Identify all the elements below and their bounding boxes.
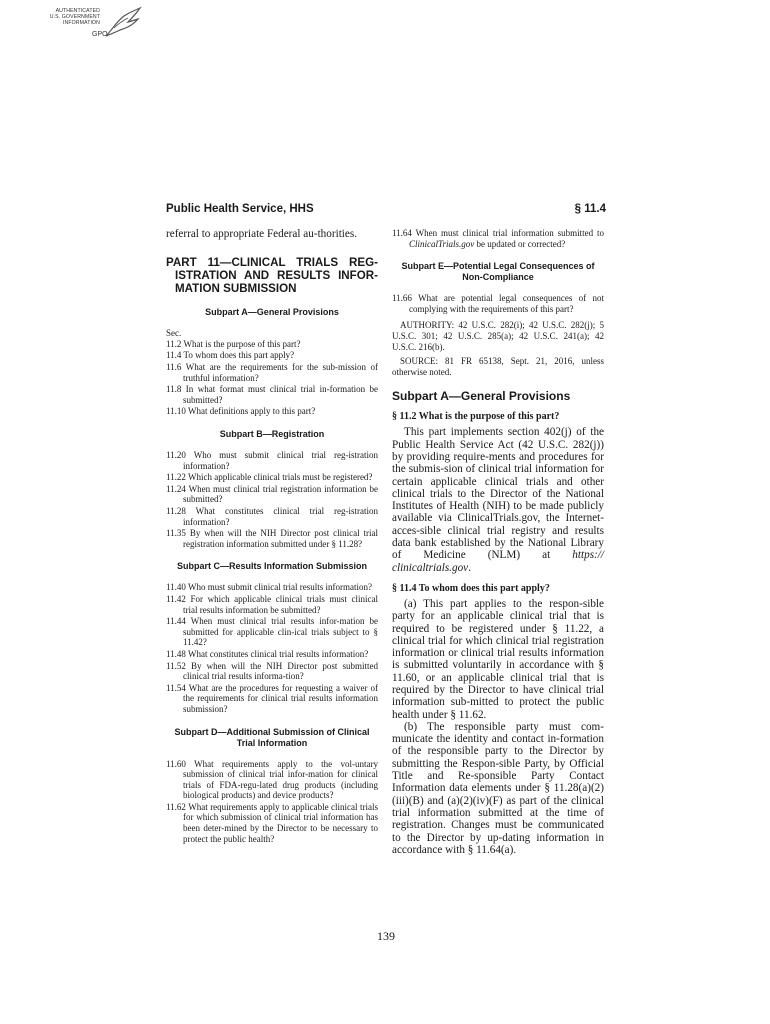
logo-line-1: AUTHENTICATED <box>55 8 100 14</box>
subpart-e-toc-heading: Subpart E—Potential Legal Consequences of Non-Compliance <box>401 261 595 283</box>
subpart-d-toc-heading: Subpart D—Additional Submission of Clinical Trial Information <box>174 726 370 748</box>
logo-gpo: GPO <box>92 31 108 38</box>
running-head-section: § 11.4 <box>574 203 606 215</box>
toc-item: 11.60 What requirements apply to the vol-untary submission of clinical trial infor-mation for clinical trials of FDA-regu-lated drug products (including biological products) and device products? <box>166 758 378 801</box>
section-11-2-heading: § 11.2 What is the purpose of this part? <box>392 411 560 423</box>
section-11-2-end: . <box>468 561 471 574</box>
subpart-d-toc <box>166 759 378 845</box>
toc-item-text: 11.64 When must clinical trial information submitted to <box>392 228 604 238</box>
toc-item: 11.42 For which applicable clinical trials must clinical trial results information be submitted? <box>166 593 378 615</box>
section-11-4-para-a: (a) This part applies to the respon-sible party for an applicable clinical trial that is required to be registered under § 11.22, a clinical trial for which clinical trial registration information or clinical trial results information is submitted voluntarily in accordance with § 11.60, or an applicable clinical trial that is required by the Director to have clinical trial information sub-mitted to protect the public health under § 11.62. <box>392 597 604 721</box>
subpart-b-toc-heading: Subpart B—Registration <box>219 429 325 440</box>
section-11-2-text: This part implements section 402(j) of the Public Health Service Act (42 U.S.C. 282(j)) by providing require-ments and procedures for the submis-sion of clinical trial information for certain applicable clinical trials and other clinical trials to the Director of the National Institutes of Health (NIH) to be made publicly available via ClinicalTrials.gov, the Internet-acces-sible clinical trial registry and results data bank established by the National Library of Medicine (NLM) at <box>392 426 604 562</box>
section-11-4-heading: § 11.4 To whom does this part apply? <box>392 582 550 594</box>
toc-item: 11.54 What are the procedures for requesting a waiver of the requirements for clinical trial results information submission? <box>166 682 378 714</box>
section-11-4-para-b: (b) The responsible party must com-municate the identity and contact in-formation of the responsible party to the Director by submitting the Respon-sible Party, by Official Title and Re-sponsible Party Contact Information data elements under § 11.28(a)(2)(iii)(B) and (a)(2)(iv)(F) as part of the clinical trial information submitted at the time of registration. Changes must be communicated to the Director by up-dating information in accordance with § 11.64(a). <box>392 720 604 856</box>
toc-item-italic: ClinicalTrials.gov <box>409 238 475 249</box>
authority-note: AUTHORITY: 42 U.S.C. 282(i); 42 U.S.C. 282(j); 5 U.S.C. 301; 42 U.S.C. 285(a); 42 U.S.C. 241(a); 42 U.S.C. 216(b). <box>392 320 604 352</box>
toc-item: 11.44 When must clinical trial results infor-mation be submitted for applicable clin-ical trials subject to § 11.42? <box>166 616 378 648</box>
toc-item: 11.20 Who must submit clinical trial reg-istration information? <box>166 450 378 471</box>
toc-item: 11.66 What are potential legal consequences of not complying with the requirements of this part? <box>392 293 604 314</box>
toc-item: 11.35 By when will the NIH Director post clinical trial registration information submitted under § 11.28? <box>166 528 378 549</box>
toc-item <box>392 228 604 249</box>
toc-item: 11.10 What definitions apply to this part? <box>166 406 316 417</box>
toc-item: 11.2 What is the purpose of this part? <box>166 338 301 349</box>
subpart-c-toc-heading: Subpart C—Results Information Submission <box>176 561 367 572</box>
eagle-icon <box>102 6 142 42</box>
carryover-text: referral to appropriate Federal au-thorities. <box>166 228 358 240</box>
source-note: SOURCE: 81 FR 65138, Sept. 21, 2016, unless otherwise noted. <box>392 355 604 377</box>
left-column <box>166 228 378 845</box>
part-title: PART 11—CLINICAL TRIALS REG-ISTRATION AND RESULTS INFOR-MATION SUBMISSION <box>166 256 378 296</box>
toc-item: 11.48 What constitutes clinical trial results information? <box>166 648 369 659</box>
logo-text <box>30 8 100 26</box>
nlm-url: https:// clinicaltrials.gov <box>392 549 604 574</box>
section-11-2-paragraph <box>392 426 604 574</box>
subpart-b-toc <box>166 450 378 549</box>
toc-item: 11.52 By when will the NIH Director post submitted clinical trial results informa-tion? <box>166 660 378 682</box>
subpart-c-toc <box>166 582 378 714</box>
running-head-left: Public Health Service, HHS <box>166 203 314 215</box>
toc-item: 11.6 What are the requirements for the sub-mission of truthful information? <box>166 362 378 383</box>
toc-item: 11.4 To whom does this part apply? <box>166 350 295 361</box>
toc-item-text-end: be updated or corrected? <box>474 238 566 249</box>
toc-item: 11.8 In what format must clinical trial in-formation be submitted? <box>166 384 378 405</box>
sec-label: Sec. <box>166 328 182 339</box>
subpart-a-toc <box>166 339 378 417</box>
right-column <box>392 228 604 856</box>
logo-line-2: U.S. GOVERNMENT <box>49 14 100 20</box>
subpart-a-toc-heading: Subpart A—General Provisions <box>205 307 339 318</box>
toc-item: 11.22 Which applicable clinical trials must be registered? <box>166 472 373 483</box>
running-head <box>166 203 606 219</box>
logo-line-3: INFORMATION <box>62 20 100 26</box>
toc-item: 11.62 What requirements apply to applicable clinical trials for which submission of clinical trial information has been deter-mined by the Director to be necessary to protect the public health? <box>166 801 378 844</box>
subpart-a-heading: Subpart A—General Provisions <box>392 389 571 404</box>
section-11-4-body <box>392 598 604 856</box>
section-11-2-body <box>392 426 604 574</box>
toc-item: 11.40 Who must submit clinical trial results information? <box>166 582 372 593</box>
page-number: 139 <box>377 929 395 943</box>
gpo-authentication-logo <box>30 4 142 44</box>
toc-item: 11.24 When must clinical trial registration information be submitted? <box>166 483 378 505</box>
toc-item: 11.28 What constitutes clinical trial reg-istration information? <box>166 506 378 527</box>
